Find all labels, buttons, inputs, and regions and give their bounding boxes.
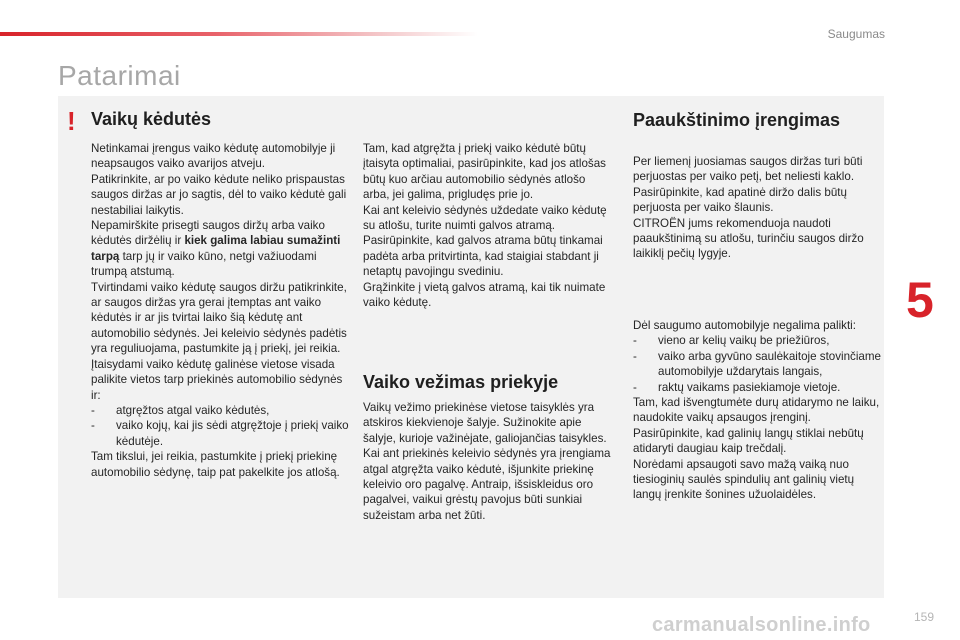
paragraph: Patikrinkite, ar po vaiko kėdute neliko prispaustas saugos diržas ar jo sagtis, dėl to vaiko kėdutė gali nestabiliai laikytis. — [91, 172, 347, 217]
paragraph: Netinkamai įrengus vaiko kėdutę automobilyje ji neapsaugos vaiko avarijos atveju. — [91, 142, 336, 171]
paragraph: Norėdami apsaugoti savo mažą vaiką nuo tiesioginių saulės spindulių ant galinių vietų langų įrenkite šonines užuolaidėles. — [633, 457, 855, 502]
heading-car-seats: Vaikų kėdutės — [91, 109, 212, 129]
section-name: Saugumas — [827, 27, 885, 41]
heading-booster: Paaukštinimo įrengimas — [633, 110, 841, 130]
paragraph: CITROËN jums rekomenduoja naudoti paaukštinimą su atlošu, turinčiu saugos diržo laikiklį pečių lygyje. — [633, 216, 864, 261]
paragraph: Tam tikslui, jei reikia, pastumkite į priekį priekinę automobilio sėdynę, taip pat pakelkite jos atlošą. — [91, 450, 340, 479]
paragraph: Pasirūpinkite, kad galinių langų stiklai nebūtų atidaryti daugiau kaip trečdalį. — [633, 426, 864, 456]
page-title: Patarimai — [58, 60, 181, 91]
paragraph: Per liemenį juosiamas saugos diržas turi būti perjuostas per vaiko petį, bet neliesti kaklo. — [633, 155, 863, 184]
paragraph: Pasirūpinkite, kad apatinė diržo dalis būtų perjuosta per vaiko šlaunis. — [633, 185, 847, 215]
list-item: - vieno ar kelių vaikų be priežiūros, — [633, 333, 883, 348]
header-accent-bar — [0, 32, 478, 36]
text-run: Nepamirškite prisegti saugos diržų arba vaiko kėdutės diržėlių ir — [91, 219, 325, 248]
car-seats-column-1 — [91, 141, 349, 480]
exclamation-warning-icon: ! — [67, 106, 76, 136]
text-run: tarp jų ir vaiko kūno, netgi važiuodami trumpą atstumą. — [91, 249, 317, 279]
emphasis-text: kiek galima labiau sumažinti tarpą — [91, 234, 341, 263]
paragraph: Vaikų vežimo priekinėse vietose taisyklės yra atskiros kiekvienoje šalyje. Sužinokite apie šalyje, kurioje važinėjate, galiojančias taisykles. — [363, 401, 607, 445]
paragraph: Tam, kad išvengtumėte durų atidarymo ne laiku, naudokite vaikų apsaugos įrenginį. — [633, 396, 880, 425]
paragraph: Įtaisydami vaiko kėdutę galinėse vietose visada palikite vietos tarp priekinės automobilio sėdynės ir: — [91, 357, 343, 402]
paragraph: Tam, kad atgręžta į priekį vaiko kėdutė būtų įtaisyta optimaliai, pasirūpinkite, kad jos atlošas būtų kuo arčiau automobilio sėdynės atlošo arba, jei galima, prigludęs prie jo. — [363, 142, 606, 202]
paragraph: Tvirtindami vaiko kėdutę saugos diržu patikrinkite, ar saugos diržas yra gerai įtemptas ant vaiko kėdutės ir ar jis tvirtai laiko šią kėdutę ant automobilio sėdynės. Jei keleivio sėdynės padėtis yra reguliuojama, pastumkite ją į priekį, jei reikia. — [91, 280, 347, 356]
car-seats-column-2 — [363, 141, 613, 310]
paragraph: Kai ant priekinės keleivio sėdynės yra įrengiama atgal atgręžta vaiko kėdutė, išjunkite priekinę keleivio oro pagalvę. Antraip, išsiskleidus oro pagalvei, vaikui grėstų pavojus būti sunkiai sužeistam arba net žūti. — [363, 447, 611, 522]
safety-text — [633, 318, 883, 503]
watermark: carmanualsonline.info — [652, 614, 871, 636]
paragraph — [91, 218, 349, 280]
booster-text — [633, 154, 883, 262]
paragraph: Dėl saugumo automobilyje negalima palikti: — [633, 319, 856, 332]
list-item: - atgręžtos atgal vaiko kėdutės, — [91, 403, 349, 418]
front-seat-text — [363, 400, 613, 523]
paragraph: Kai ant keleivio sėdynės uždedate vaiko kėdutę su atlošu, turite nuimti galvos atramą. Pasirūpinkite, kad galvos atrama būtų tinkamai padėta arba pritvirtinta, kad staigiai stabdant ji netaptų pavojingu svediniu. — [363, 203, 607, 279]
list-item: - vaiko kojų, kai jis sėdi atgręžtoje į priekį vaiko kėdutėje. — [91, 418, 349, 449]
list-item: - vaiko arba gyvūno saulėkaitoje stovinčiame automobilyje uždarytais langais, — [633, 349, 883, 380]
chapter-number: 5 — [906, 272, 934, 328]
paragraph: Grąžinkite į vietą galvos atramą, kai tik nuimate vaiko kėdutę. — [363, 280, 606, 310]
page-number: 159 — [914, 610, 935, 624]
heading-front-seat: Vaiko vežimas priekyje — [363, 372, 559, 392]
list-item: - raktų vaikams pasiekiamoje vietoje. — [633, 380, 883, 395]
